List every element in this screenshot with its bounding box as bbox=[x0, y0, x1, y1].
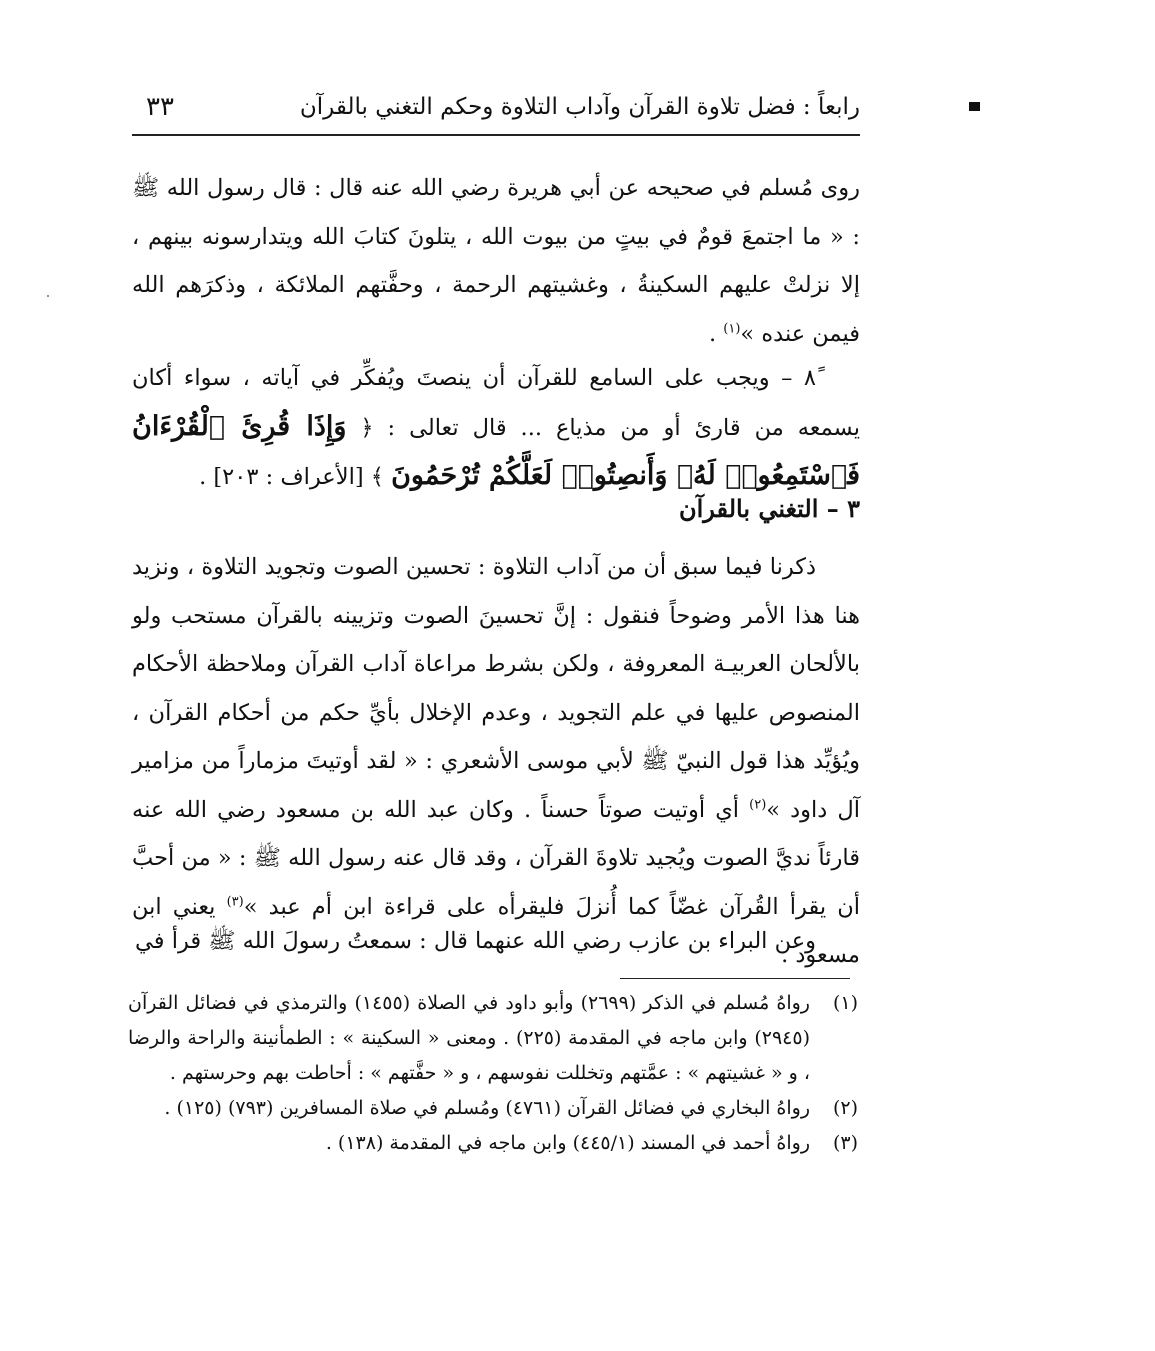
section-heading: ٣ – التغني بالقرآن bbox=[679, 494, 860, 523]
paragraph-text-end: يعني ابن مسعود . bbox=[132, 893, 860, 968]
quran-verse: وَإِذَا قُرِئَ ٱلْقُرْءَانُ فَٱسْتَمِعُوا۟ لَهُۥ وَأَنصِتُوا۟ لَعَلَّكُمْ تُرْحَمُونَ bbox=[132, 410, 860, 491]
footnote-item bbox=[128, 1091, 858, 1126]
footnote-text: رواهُ مُسلم في الذكر (٢٦٩٩) وأبو داود في الصلاة (١٤٥٥) والترمذي في فضائل القرآن (٢٩٤٥) وابن ماجه في المقدمة (٢٢٥) . ومعنى « السكينة » : الطمأنينة والراحة والرضا ، و « غشيتهم » : عمَّتهم وتخللت نفوسهم ، و « حفَّتهم » : أحاطت بهم وحرستهم . bbox=[128, 992, 810, 1084]
paragraph-text-cont: أي أوتيت صوتاً حسناً . وكان عبد الله بن مسعود رضي الله عنه قارئاً نديَّ الصوت ويُجيد تلاوةَ القرآن ، وقد قال عنه رسول الله ﷺ : « من أحبَّ أن يقرأ القُرآن غضّاً كما أُنزلَ فليقرأه على قراءة ابن أم عبد » bbox=[132, 796, 861, 920]
footnote-divider bbox=[620, 978, 850, 979]
corner-mark bbox=[969, 102, 980, 111]
footnote-item bbox=[128, 1126, 858, 1161]
footnote-text: رواهُ أحمد في المسند (٤٤٥/١) وابن ماجه في المقدمة (١٣٨) . bbox=[325, 1132, 810, 1154]
footnote-number: (١) bbox=[832, 992, 858, 1014]
paragraph-text: ٨ً – ويجب على السامع للقرآن أن ينصتَ ويُفكِّر في آياته ، سواء أكان يسمعه من قارئ أو من مذياع ... قال تعالى : ﴿ bbox=[132, 365, 860, 441]
footnote-text: رواهُ البخاري في فضائل القرآن (٤٧٦١) ومُسلم في صلاة المسافرين (٧٩٣) (١٢٥) . bbox=[164, 1097, 810, 1119]
footnote-item bbox=[128, 986, 858, 1091]
paragraph-hadith-muslim bbox=[132, 164, 860, 358]
footnotes bbox=[128, 986, 858, 1161]
paragraph-baraa bbox=[132, 917, 860, 966]
verse-citation: ﴾ [الأعراف : ٢٠٣] . bbox=[199, 464, 392, 490]
footnote-number: (٢) bbox=[832, 1097, 858, 1119]
footnote-ref: (٢) bbox=[749, 797, 767, 812]
footnote-number: (٣) bbox=[832, 1132, 858, 1154]
page-number: ٣٣ bbox=[146, 92, 174, 122]
paragraph-text: وعن البراء بن عازب رضي الله عنهما قال : سمعتُ رسولَ الله ﷺ قرأ في bbox=[135, 928, 816, 954]
header-title: رابعاً : فضل تلاوة القرآن وآداب التلاوة وحكم التغني بالقرآن bbox=[299, 94, 860, 120]
footnote-ref: (١) bbox=[723, 321, 741, 336]
paragraph-taghanni bbox=[132, 543, 860, 980]
running-header bbox=[132, 88, 860, 136]
paragraph-text: روى مُسلم في صحيحه عن أبي هريرة رضي الله عنه قال : قال رسول الله ﷺ : « ما اجتمعَ قومٌ في بيتٍ من بيوت الله ، يتلونَ كتابَ الله ويتدارسونه بينهم ، إلا نزلتْ عليهم السكينةُ ، وغشيتهم الرحمة ، وحفَّتهم الملائكة ، وذكرَهم الله فيمن عنده » bbox=[132, 175, 860, 347]
footnote-ref: (٣) bbox=[226, 894, 244, 909]
paragraph-text: ذكرنا فيما سبق أن من آداب التلاوة : تحسين الصوت وتجويد التلاوة ، ونزيد هنا هذا الأمر وضوحاً فنقول : إنَّ تحسينَ الصوت وتزيينه بالقرآن مستحب ولو بالألحان العربيـة المعروفة ، ولكن بشرط مراعاة آداب القرآن وملاحظة الأحكام المنصوص عليها في علم التجويد ، وعدم الإخلال بأيِّ حكم من أحكام القرآن ، ويُؤيِّد هذا قول النبيّ ﷺ لأبي موسى الأشعري : « لقد أوتيتَ مزماراً من مزامير آل داود » bbox=[132, 554, 860, 823]
scan-speck bbox=[47, 295, 49, 297]
paragraph-end: . bbox=[708, 320, 724, 347]
paragraph-listening bbox=[132, 354, 860, 502]
